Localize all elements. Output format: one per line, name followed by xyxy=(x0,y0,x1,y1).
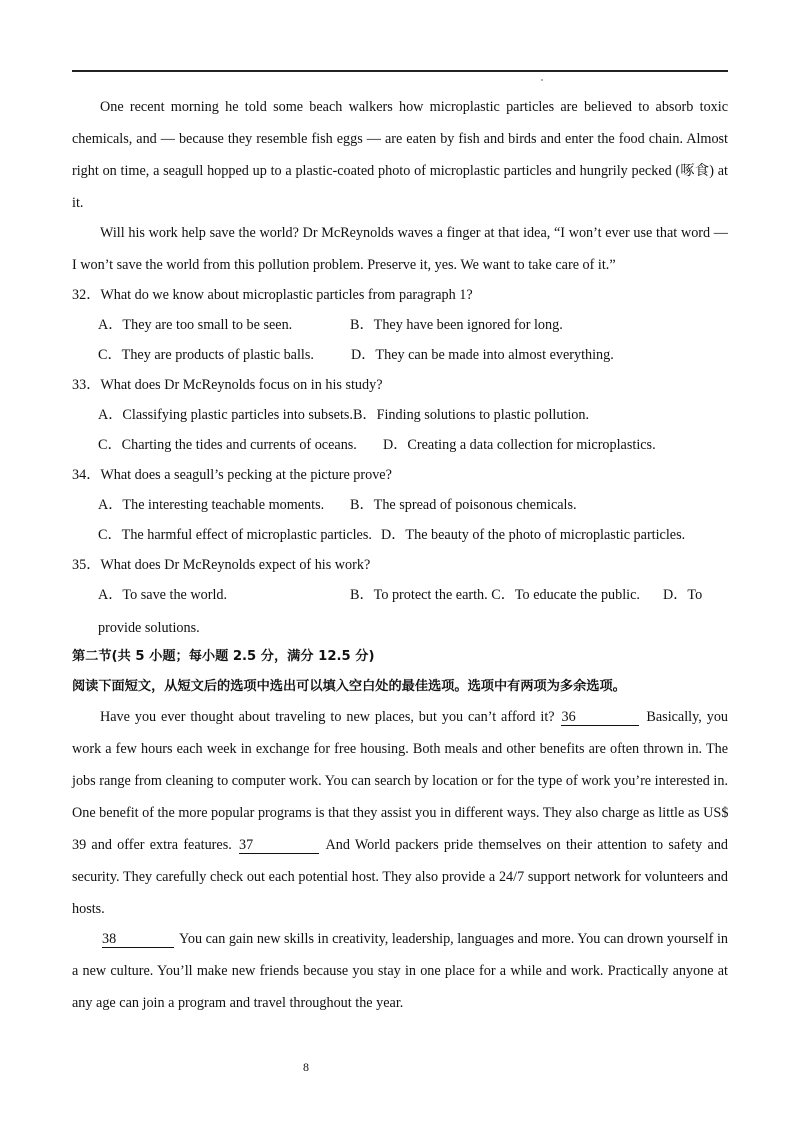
passage-line: Will his work help save the world? Dr McReynolds waves a finger at that idea, “I won’t ever use that word — xyxy=(100,225,728,241)
question-34-stem: 34．What does a seagull’s pecking at the picture prove? xyxy=(72,467,392,483)
cloze-line: work a few hours each week in exchange for free housing. Both meals and other benefits are often thrown in. The xyxy=(72,741,728,757)
blank-37[interactable]: 37 xyxy=(239,837,319,854)
cloze-text: And World packers pride themselves on their attention to safety and xyxy=(325,837,729,853)
header-rule xyxy=(72,70,728,72)
q34-option-d[interactable]: D．The beauty of the photo of microplastic particles. xyxy=(381,527,686,543)
cloze-line xyxy=(100,707,728,727)
q33-option-ab[interactable]: A．Classifying plastic particles into subsets.B．Finding solutions to plastic pollution. xyxy=(98,407,590,423)
passage-line: right on time, a seagull hopped up to a plastic-coated photo of microplastic particles and hungrily pecked (啄食) at xyxy=(72,163,728,179)
q34-option-b[interactable]: B．The spread of poisonous chemicals. xyxy=(350,497,577,513)
q35-option-d[interactable]: D．To xyxy=(663,587,703,603)
blank-38[interactable]: 38 xyxy=(102,931,174,948)
cloze-line xyxy=(100,929,728,949)
q35-option-bc[interactable]: B．To protect the earth. C．To educate the public. xyxy=(350,587,640,603)
passage-line: it. xyxy=(72,195,84,211)
q33-option-d[interactable]: D．Creating a data collection for microplastics. xyxy=(383,437,656,453)
question-33-stem: 33．What does Dr McReynolds focus on in his study? xyxy=(72,377,383,393)
passage-line: chemicals, and — because they resemble fish eggs — are eaten by fish and birds and enter the food chain. Almost xyxy=(72,131,728,147)
question-35-stem: 35．What does Dr McReynolds expect of his work? xyxy=(72,557,371,573)
q35-option-a[interactable]: A．To save the world. xyxy=(98,587,228,603)
q33-option-c[interactable]: C．Charting the tides and currents of oceans. xyxy=(98,437,357,453)
speck xyxy=(541,79,543,81)
page-number: 8 xyxy=(303,1060,309,1074)
cloze-line: a new culture. You’ll make new friends because you stay in one place for a while and work. Practically anyone at xyxy=(72,963,728,979)
cloze-text: Have you ever thought about traveling to new places, but you can’t afford it? xyxy=(100,709,555,725)
section-heading: 第二节(共 5 小题；每小题 2.5 分，满分 12.5 分) xyxy=(72,649,375,664)
cloze-text: 39 and offer extra features. xyxy=(72,837,232,853)
question-32-stem: 32．What do we know about microplastic particles from paragraph 1? xyxy=(72,287,473,303)
cloze-line: One benefit of the more popular programs is that they assist you in different ways. They also charge as little as US$ xyxy=(72,805,729,821)
cloze-text: You can gain new skills in creativity, leadership, languages and more. You can drown yourself in xyxy=(179,931,728,947)
q32-option-a[interactable]: A．They are too small to be seen. xyxy=(98,317,293,333)
q35-option-d-cont: provide solutions. xyxy=(98,620,200,636)
cloze-line: jobs range from cleaning to computer work. You can search by location or for the type of work you’re interested in. xyxy=(72,773,728,789)
q32-option-d[interactable]: D．They can be made into almost everything. xyxy=(351,347,614,363)
q32-option-c[interactable]: C．They are products of plastic balls. xyxy=(98,347,314,363)
cloze-line: security. They carefully check out each potential host. They also provide a 24/7 support network for volunteers and xyxy=(72,869,728,885)
q32-option-b[interactable]: B．They have been ignored for long. xyxy=(350,317,563,333)
blank-36[interactable]: 36 xyxy=(561,709,639,726)
cloze-line xyxy=(72,835,728,855)
cloze-text: Basically, you xyxy=(646,709,729,725)
q34-option-a[interactable]: A．The interesting teachable moments. xyxy=(98,497,325,513)
cloze-line: hosts. xyxy=(72,901,105,917)
passage-line: One recent morning he told some beach walkers how microplastic particles are believed to absorb toxic xyxy=(100,99,728,115)
section-instruction: 阅读下面短文，从短文后的选项中选出可以填入空白处的最佳选项。选项中有两项为多余选项。 xyxy=(72,679,626,694)
passage-line: I won’t save the world from this pollution problem. Preserve it, yes. We want to take care of it.” xyxy=(72,257,616,273)
q34-option-c[interactable]: C．The harmful effect of microplastic particles. xyxy=(98,527,372,543)
cloze-line: any age can join a program and travel throughout the year. xyxy=(72,995,404,1011)
